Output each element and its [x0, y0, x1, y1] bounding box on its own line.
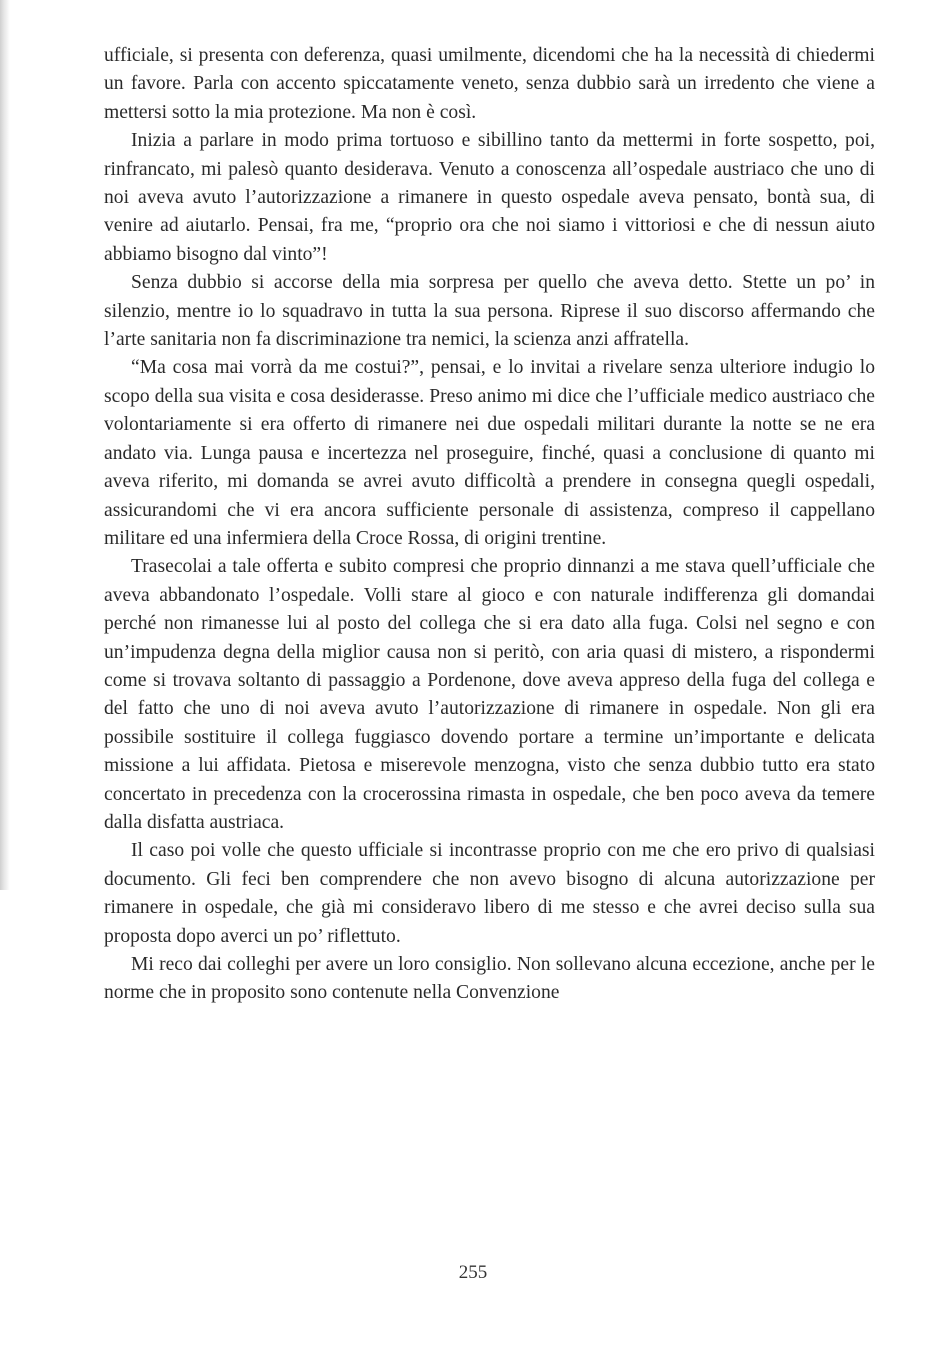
paragraph-1: ufficiale, si presenta con deferenza, quasi umilmente, dicendomi che ha la necessità di chiedermi un favore. Parla con accento spiccatamente veneto, senza dubbio sarà un irredento che viene a mettersi sotto la mia protezione. Ma non è così.: [104, 45, 875, 123]
paragraph-4: “Ma cosa mai vorrà da me costui?”, pensai, e lo invitai a rivelare senza ulteriore indugio lo scopo della sua visita e cosa desiderasse. Preso animo mi dice che l’ufficiale medico austriaco che volontariamente si era offerto di rimanere nei due ospedali militari durante la notte se ne era andato via. Lunga pausa e incertezza nel proseguire, finché, quasi a conclusione di quanto mi aveva riferito, mi domanda se avrei avuto difficoltà a prendere in consegna quegli ospedali, assicurandomi che vi era ancora sufficiente personale di assistenza, compreso il cappellano militare ed una infermiera della Croce Rossa, di origini trentine.: [104, 357, 875, 549]
paragraph-6: Il caso poi volle che questo ufficiale si incontrasse proprio con me che ero privo di qualsiasi documento. Gli feci ben comprendere che non avevo bisogno di alcuna autorizzazione per rimanere in ospedale, che già mi consideravo libero di me stesso e che avrei deciso sulla sua proposta dopo averci un po’ riflettuto.: [104, 840, 875, 947]
page-binding-edge: [0, 0, 10, 890]
paragraph-7: Mi reco dai colleghi per avere un loro consiglio. Non sollevano alcuna eccezione, anche per le norme che in proposito sono contenute nella Convenzione: [104, 954, 875, 1004]
body-text: [104, 42, 875, 1008]
paragraph-3: Senza dubbio si accorse della mia sorpresa per quello che aveva detto. Stette un po’ in silenzio, mentre io lo squadravo in tutta la sua persona. Riprese il suo discorso affermando che l’arte sanitaria non fa discriminazione tra nemici, la scienza anzi affratella.: [104, 272, 875, 351]
paragraph-5: Trasecolai a tale offerta e subito compresi che proprio dinnanzi a me stava quell’ufficiale che aveva abbandonato l’ospedale. Volli stare al gioco e con naturale indifferenza gli domandai perché non rimanesse lui al posto del collega che si era dato alla fuga. Colsi nel segno e con un’impudenza degna della miglior causa non si peritò, con aria quasi di mistero, a rispondermi come si trovava soltanto di passaggio a Pordenone, dove aveva appreso della fuga del collega e del fatto che uno di noi aveva avuto l’autorizzazione di rimanere in ospedale. Non gli era possibile sostituire il collega fuggiasco dovendo portare a termine un’importante e delicata missione a lui affidata. Pietosa e miserevole menzogna, visto che senza dubbio tutto era stato concertato in precedenza con la crocerossina rimasta in ospedale, che ben poco aveva da temere dalla disfatta austriaca.: [104, 556, 875, 833]
page-number: 255: [458, 1262, 488, 1283]
paragraph-2: Inizia a parlare in modo prima tortuoso e sibillino tanto da mettermi in forte sospetto, poi, rinfrancato, mi palesò quanto desiderava. Venuto a conoscenza all’ospedale austriaco che uno di noi aveva avuto l’autorizzazione a rimanere in questo ospedale aveva pensato, bontà sua, di venire ad aiutarlo. Pensai, fra me, “proprio ora che noi siamo i vittoriosi e che di nessun aiuto abbiamo bisogno dal vinto”!: [104, 130, 875, 265]
